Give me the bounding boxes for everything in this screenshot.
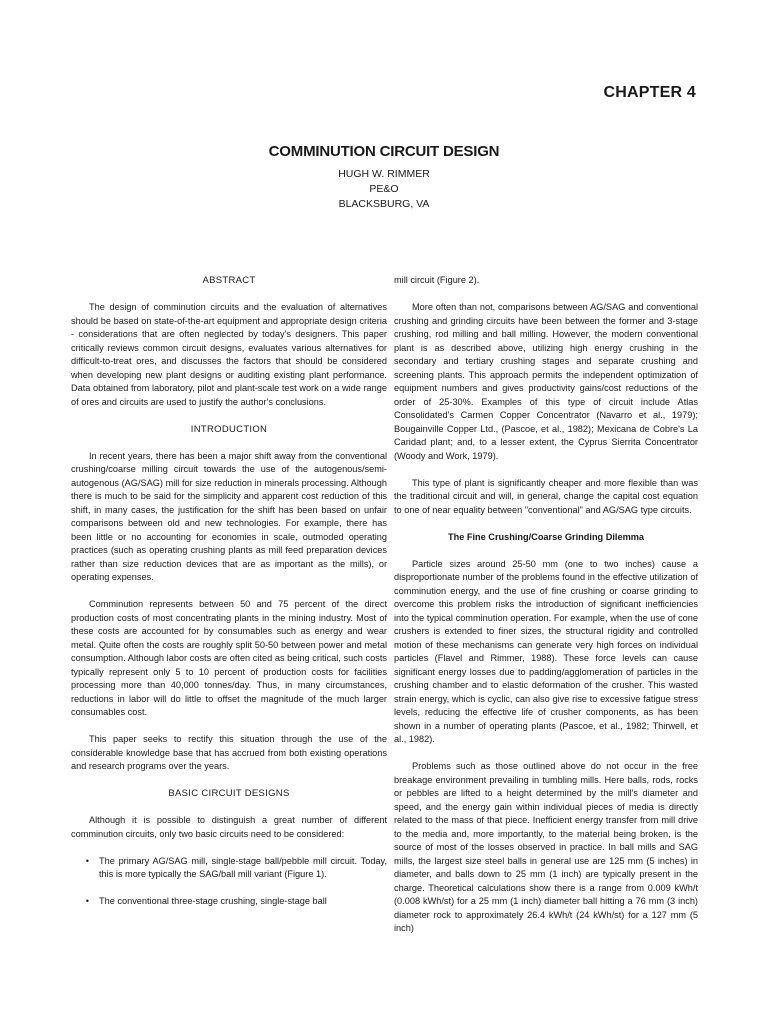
abstract-paragraph: The design of comminution circuits and the evaluation of alternatives should be based on state-of-the-art equipment and appropriate design criteria - considerations that are often neglected by today's designers. This paper critically reviews common circuit designs, evaluates various alternatives for difficult-to-treat ores, and discusses the factors that should be considered when developing new plant designs or auditing existing plant performance. Data obtained from laboratory, pilot and plant-scale test work on a wide range of ores and circuits are used to justify the author's conclusions. xyxy=(71,302,387,407)
bullet-text-1: The primary AG/SAG mill, single-stage ball/pebble mill circuit. Today, this is more typically the SAG/ball mill variant (Figure 1). xyxy=(99,855,387,879)
basic-circuit-heading: BASIC CIRCUIT DESIGNS xyxy=(168,788,290,799)
author-location: BLACKSBURG, VA xyxy=(338,198,430,210)
author-affiliation: PE&O xyxy=(369,183,399,195)
chapter-heading: CHAPTER 4 xyxy=(603,84,696,101)
intro-paragraph-2: Comminution represents between 50 and 75 percent of the direct production costs of most concentrating plants in the mining industry. Most of these costs are accounted for by consumables such as energy and wear metal. Quite often the costs are roughly split 50-50 between power and metal consumption. Although labor costs are often cited as being critical, such costs typically represent only 5 to 10 percent of production costs for facilities processing more than 40,000 tonnes/day. Thus, in many circumstances, reductions in labor will do little to offset the magnitude of the much larger consumables cost. xyxy=(71,599,387,717)
bullet-item-2 xyxy=(71,895,387,909)
left-column xyxy=(71,274,387,922)
intro-paragraph-3: This paper seeks to rectify this situation through the use of the considerable knowledge base that has accrued from both existing operations and research programs over the years. xyxy=(71,734,387,771)
bullet-mark: • xyxy=(85,855,89,866)
author-name: HUGH W. RIMMER xyxy=(338,168,430,180)
introduction-heading: INTRODUCTION xyxy=(190,423,268,435)
basic-circuit-paragraph: Although it is possible to distinguish a great number of different comminution circuits, only two basic circuits need to be considered: xyxy=(71,815,387,839)
right-column xyxy=(394,274,698,949)
bullet-item-1 xyxy=(71,855,387,882)
right-paragraph-4: Problems such as those outlined above do not occur in the free breakage environment prevailing in tumbling mills. Here balls, rods, rocks or pebbles are lifted to a height determined by the mill's diameter and speed, and the energy gain within individual pieces of media is directly related to the mass of that piece. Inefficient energy transfer from mill drive to the media and, more importantly, to the material being broken, is the source of most of the losses observed in practice. In ball mills and SAG mills, the largest size steel balls in general use are 125 mm (5 inches) in diameter, and balls down to 25 mm (1 inch) are typically present in the charge. Theoretical calculations show there is a range from 0.009 kWh/t (0.008 kWh/st) for a 25 mm (1 inch) diameter ball hitting a 76 mm (3 inch) diameter rock to approximately 26.4 kWh/t (24 kWh/st) for a 127 mm (5 inch) xyxy=(394,761,698,933)
author-block xyxy=(0,167,768,212)
right-paragraph-2: This type of plant is significantly cheaper and more flexible than was the traditional circuit and will, in general, change the capital cost equation to one of near equality between "conventional" and AG/SAG type circuits. xyxy=(394,477,698,515)
abstract-heading: ABSTRACT xyxy=(202,275,256,286)
continued-text: mill circuit (Figure 2). xyxy=(394,275,480,285)
right-paragraph-1: More often than not, comparisons between AG/SAG and conventional crushing and grinding circuits have been between the former and 3-stage crushing, rod milling and ball milling. However, the modern conventional plant is as described above, utilizing high energy crushing in the secondary and tertiary crushing stages and separate crushing and screening plants. This approach permits the independent optimization of equipment numbers and gives productivity gains/cost reductions of the order of 25-30%. Examples of this type of circuit include Atlas Consolidated's Carmen Copper Concentrator (Navarro et al., 1979); Bougainville Copper Ltd., (Pascoe, et al., 1982); Mexicana de Cobre's La Caridad plant; and, to a lesser extent, the Cyprus Sierrita Concentrator (Woody and Work, 1979). xyxy=(394,302,698,461)
subsection-heading: The Fine Crushing/Coarse Grinding Dilemma xyxy=(447,531,645,542)
intro-paragraph-1: In recent years, there has been a major shift away from the conventional crushing/coarse milling circuit towards the use of the autogenous/semi-autogenous (AG/SAG) mill for size reduction in minerals processing. Although there is much to be said for the simplicity and apparent cost reduction of this shift, in many cases, the justification for the shift has been based on unfair comparisons between old and new technologies. For example, there has been little or no accounting for economies in scale, outmoded operating practices (such as operating crushing plants as mill feed preparation devices rather than size reduction devices that are as important as the mills), or operating expenses. xyxy=(71,450,387,582)
paper-title: COMMINUTION CIRCUIT DESIGN xyxy=(268,143,500,160)
bullet-mark: • xyxy=(85,896,89,906)
bullet-text-2: The conventional three-stage crushing, single-stage ball xyxy=(99,896,327,906)
right-paragraph-3: Particle sizes around 25-50 mm (one to two inches) cause a disproportionate number of the problems found in the effective utilization of comminution energy, and the use of fine crushing or coarse grinding to overcome this problem risks the introduction of significant inefficiencies into the typical comminution operation. For example, when the use of cone crushers is extended to finer sizes, the structural rigidity and controlled motion of these mechanisms can generate very high forces on individual particles (Flavel and Rimmer, 1988). These force levels can cause significant energy losses due to padding/agglomeration of particles in the crushing chamber and to elastic deformation of the crusher. This wasted strain energy, which is cyclic, can also give rise to excessive fatigue stress levels, reducing the effective life of crusher components, as has been shown in a number of operating plants (Pascoe, et al., 1982; Thirwell, et al., 1982). xyxy=(394,558,698,744)
